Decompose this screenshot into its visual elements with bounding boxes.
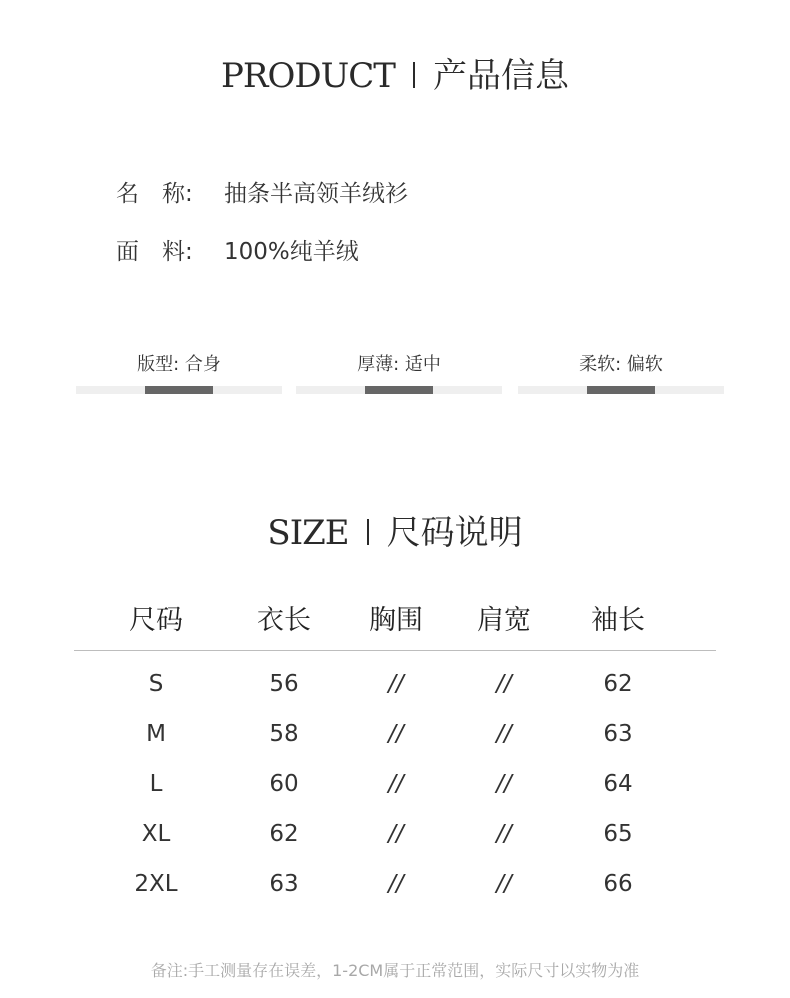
info-row-fabric [116,233,359,266]
product-heading-cn: 产品信息 [432,56,569,96]
size-info-heading [0,505,790,554]
info-row-name [116,175,408,208]
table-row [74,857,716,907]
table-row [74,807,716,857]
table-cell: XL [141,821,171,847]
size-table-header [74,592,716,651]
table-cell: // [496,871,512,897]
scale-softness [518,350,724,394]
scale-softness-track [518,386,724,394]
scale-thickness-value: 适中 [404,354,441,375]
column-header-sleeve: 袖长 [591,605,645,636]
table-cell: 65 [603,821,633,847]
table-row [74,757,716,807]
scale-fit-indicator [145,386,213,394]
table-cell: 56 [269,671,299,697]
scale-thickness-caption [296,350,502,376]
table-cell: 62 [603,671,633,697]
table-cell: // [496,771,512,797]
table-cell: 63 [269,871,299,897]
table-row [74,707,716,757]
table-cell: // [388,721,404,747]
heading-divider [413,62,415,88]
table-cell: // [388,671,404,697]
column-header-chest: 胸围 [369,605,423,636]
size-heading-en: SIZE [267,513,349,553]
table-cell: 60 [269,771,299,797]
scale-thickness-label: 厚薄: [357,354,400,375]
scale-fit-notch [174,381,184,386]
table-cell: M [146,721,166,747]
size-table-body [74,651,716,907]
product-info-heading [0,48,790,97]
scale-thickness-track [296,386,502,394]
scale-softness-notch [616,381,626,386]
scale-fit-label: 版型: [137,354,180,375]
fabric-label: 面 料: [116,239,193,265]
column-header-shoulder: 肩宽 [477,605,531,636]
table-cell: 64 [603,771,633,797]
scale-softness-caption [518,350,724,376]
measurement-note: 备注:手工测量存在误差，1-2CM属于正常范围，实际尺寸以实物为准 [150,961,640,980]
product-heading-en: PRODUCT [221,56,395,96]
table-row [74,657,716,707]
scale-thickness-indicator [365,386,433,394]
table-cell: 62 [269,821,299,847]
table-cell: 58 [269,721,299,747]
scale-softness-indicator [587,386,655,394]
scale-fit-track [76,386,282,394]
scale-fit-caption [76,350,282,376]
scale-softness-value: 偏软 [626,354,663,375]
table-cell: 66 [603,871,633,897]
scale-thickness-notch [394,381,404,386]
table-cell: L [149,771,163,797]
table-cell: S [148,671,164,697]
size-heading-cn: 尺码说明 [386,513,523,553]
name-value: 抽条半高领羊绒衫 [224,181,408,207]
table-cell: // [388,871,404,897]
scale-fit [76,350,282,394]
fabric-value: 100%纯羊绒 [224,239,359,265]
scale-thickness [296,350,502,394]
size-table [74,592,716,907]
table-cell: 63 [603,721,633,747]
table-cell: 2XL [134,871,178,897]
column-header-length: 衣长 [257,605,311,636]
heading-divider [367,519,369,545]
scale-softness-label: 柔软: [579,354,622,375]
table-cell: // [496,721,512,747]
name-label: 名 称: [116,181,193,207]
table-cell: // [496,821,512,847]
column-header-size: 尺码 [129,605,183,636]
table-cell: // [496,671,512,697]
scale-fit-value: 合身 [184,354,221,375]
table-cell: // [388,821,404,847]
table-cell: // [388,771,404,797]
